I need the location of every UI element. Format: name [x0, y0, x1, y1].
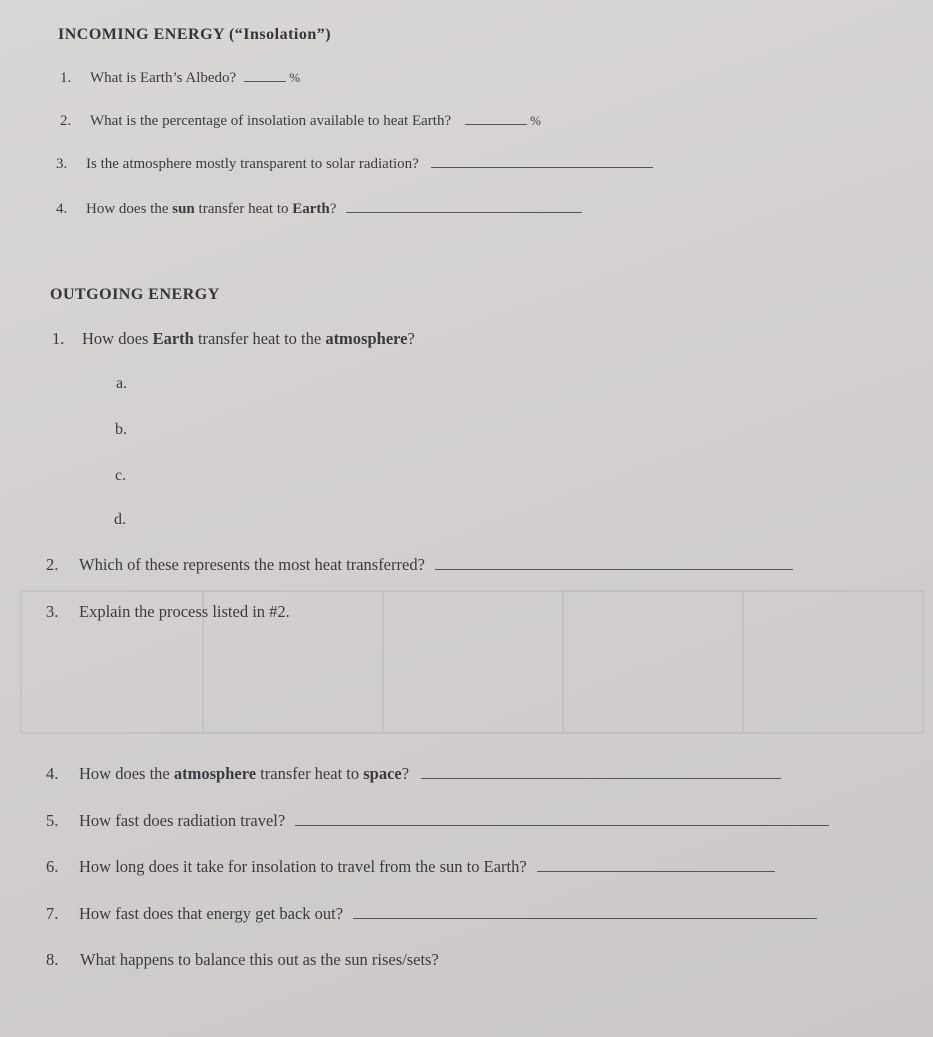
question-text: Explain the process listed in #2.: [79, 602, 290, 621]
question-text: How does the: [79, 764, 174, 783]
question-text: Which of these represents the most heat transferred?: [79, 555, 425, 574]
sub-item-d: d.: [114, 511, 126, 528]
question-number: 6.: [46, 857, 59, 876]
outgoing-question-3: [46, 602, 290, 622]
question-number: 1.: [52, 329, 65, 348]
question-number: 8.: [46, 950, 59, 969]
question-text: transfer heat to: [194, 201, 293, 217]
question-number: 7.: [46, 904, 59, 923]
incoming-energy-heading: INCOMING ENERGY (“Insolation”): [58, 26, 332, 43]
outgoing-question-4: [46, 764, 781, 784]
question-text: Is the atmosphere mostly transparent to solar radiation?: [86, 156, 419, 172]
question-text: What happens to balance this out as the sun rises/sets?: [80, 950, 439, 969]
bold-term: space: [363, 764, 402, 783]
outgoing-question-8: [46, 950, 439, 970]
incoming-question-1: [60, 67, 300, 88]
answer-blank[interactable]: [295, 811, 829, 826]
question-number: 4.: [46, 764, 59, 783]
question-text: How does the: [86, 201, 173, 217]
bold-term: atmosphere: [173, 764, 257, 783]
answer-blank[interactable]: [537, 857, 775, 872]
answer-blank[interactable]: [431, 153, 653, 168]
bold-term: atmosphere: [325, 329, 408, 348]
question-text: How fast does that energy get back out?: [79, 904, 344, 923]
question-number: 4.: [56, 201, 68, 217]
answer-blank[interactable]: [353, 904, 817, 919]
question-text: transfer heat to: [256, 764, 364, 783]
percent-unit: %: [289, 70, 301, 85]
outgoing-question-1: [52, 329, 415, 349]
outgoing-energy-heading: OUTGOING ENERGY: [50, 286, 220, 303]
sub-item-a: a.: [116, 375, 128, 392]
answer-blank[interactable]: [435, 555, 793, 570]
question-text: How fast does radiation travel?: [79, 811, 286, 830]
answer-blank[interactable]: [421, 764, 781, 779]
question-text: transfer heat to the: [193, 329, 326, 348]
bold-term: sun: [172, 201, 195, 217]
question-number: 1.: [60, 70, 72, 86]
bold-term: Earth: [152, 329, 194, 348]
answer-blank[interactable]: [346, 198, 582, 213]
outgoing-question-2: [46, 555, 793, 575]
outgoing-question-5: [46, 811, 829, 831]
question-text: ?: [407, 329, 415, 348]
bold-term: Earth: [292, 201, 330, 217]
question-number: 2.: [60, 113, 72, 129]
question-text: ?: [401, 764, 410, 783]
outgoing-question-7: [46, 904, 817, 924]
question-number: 3.: [46, 602, 59, 621]
percent-unit: %: [530, 113, 541, 128]
question-number: 2.: [46, 555, 59, 574]
question-text: What is the percentage of insolation available to heat Earth?: [90, 113, 452, 129]
question-text: How long does it take for insolation to travel from the sun to Earth?: [79, 857, 527, 876]
question-number: 3.: [56, 156, 68, 172]
question-text: ?: [329, 201, 337, 217]
question-text: How does: [82, 329, 153, 348]
incoming-question-3: [56, 153, 653, 174]
answer-blank[interactable]: [244, 67, 286, 82]
question-text: What is Earth’s Albedo?: [90, 70, 237, 86]
answer-blank[interactable]: [465, 110, 527, 125]
incoming-question-4: [56, 198, 582, 219]
question-number: 5.: [46, 811, 59, 830]
sub-item-c: c.: [115, 467, 127, 484]
incoming-question-2: [60, 110, 541, 131]
outgoing-question-6: [46, 857, 775, 877]
sub-item-b: b.: [115, 421, 127, 438]
